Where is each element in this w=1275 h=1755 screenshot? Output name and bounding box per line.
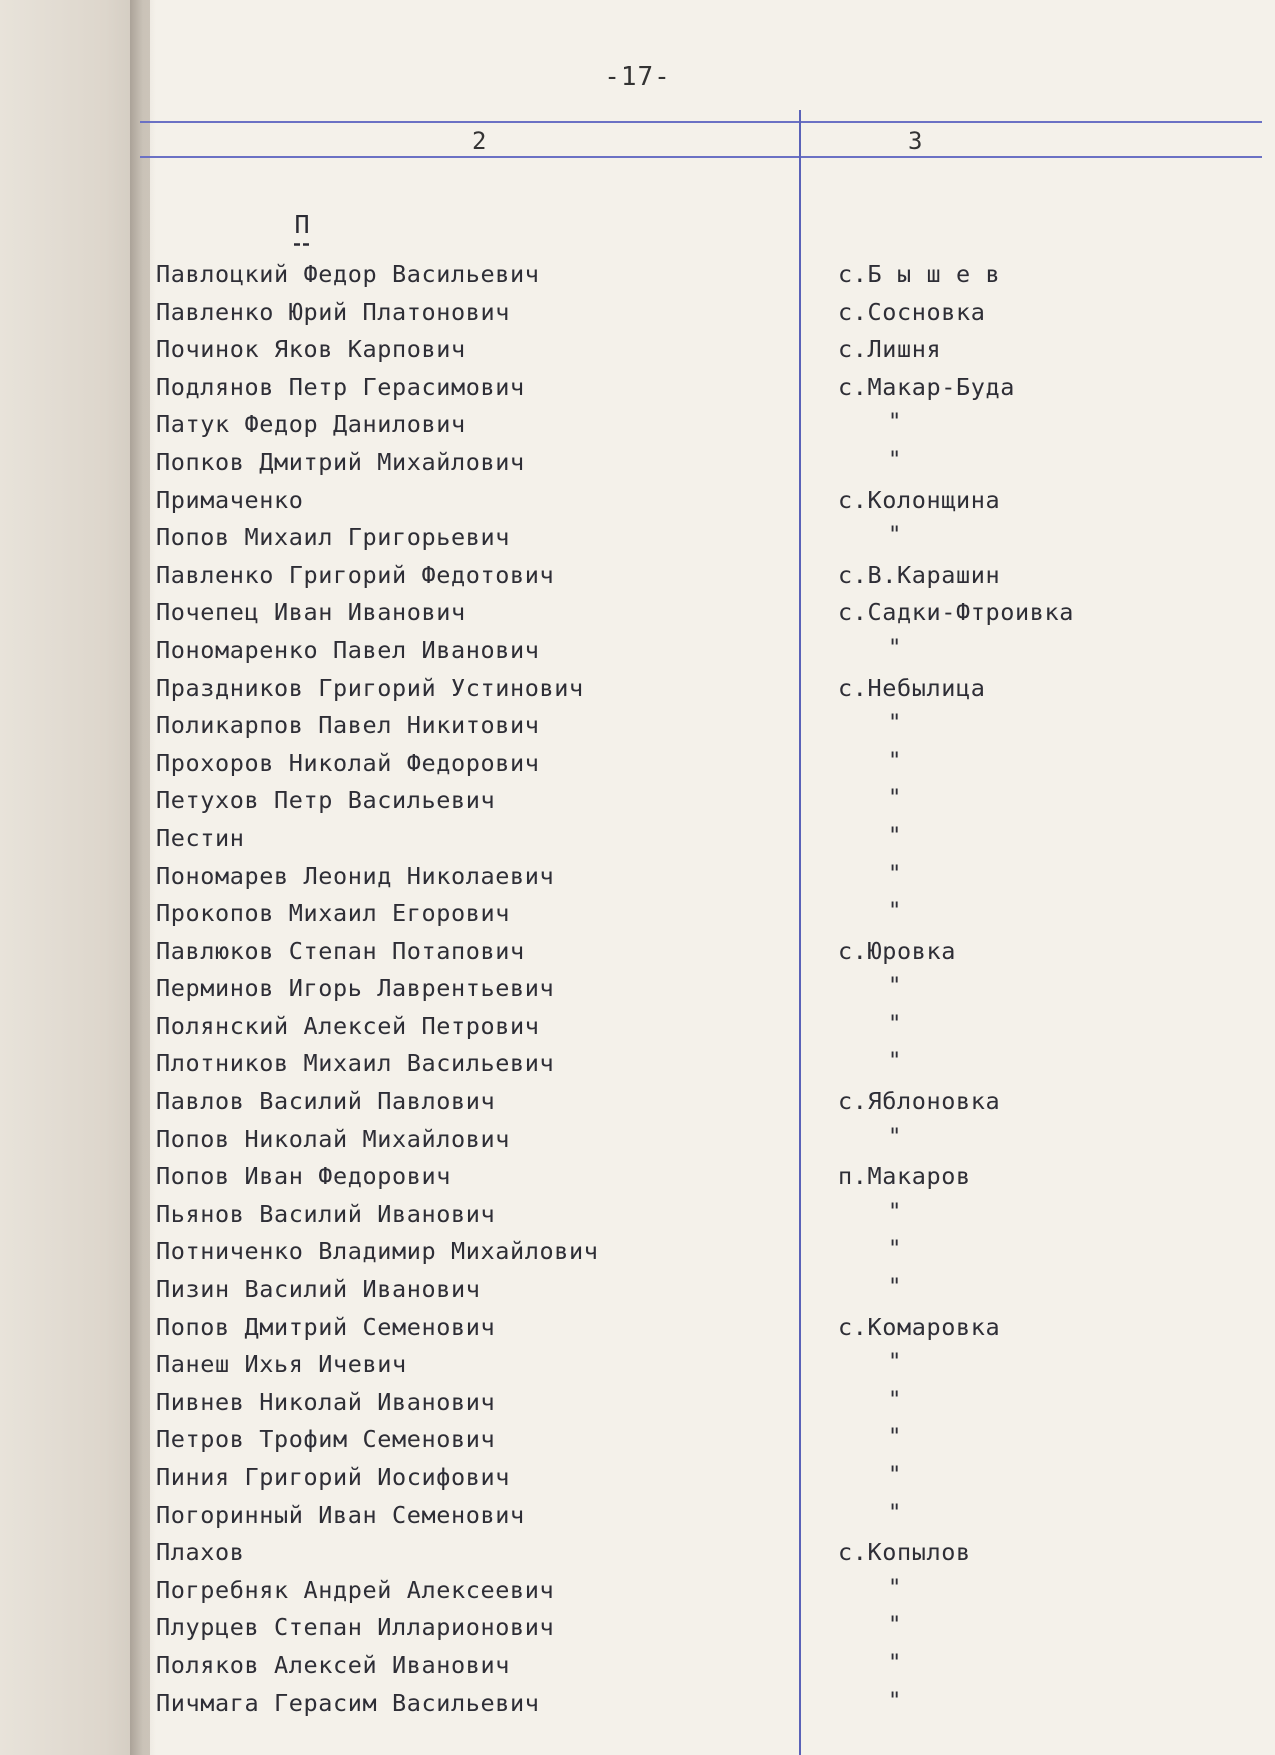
ditto-mark: " [888, 748, 902, 774]
table-row [0, 1237, 1275, 1275]
ditto-mark: " [888, 635, 902, 661]
ditto-mark: " [888, 974, 902, 1000]
person-name: Плурцев Степан Илларионович [156, 1613, 555, 1642]
person-name: Пизин Василий Иванович [156, 1275, 481, 1304]
person-name: Панеш Ихья Ичевич [156, 1350, 407, 1379]
table-row [0, 711, 1275, 749]
locality: с.Колонщина [838, 485, 1001, 514]
ditto-mark: " [888, 786, 902, 812]
locality: с.Садки-Фтроивка [838, 598, 1074, 627]
locality: с.Б ы ш е в [838, 260, 1001, 288]
ditto-mark: " [888, 1688, 902, 1714]
table-row [0, 937, 1275, 975]
table-row [0, 523, 1275, 561]
table-row [0, 1049, 1275, 1087]
locality: с.Комаровка [838, 1312, 1001, 1341]
locality: с.Копылов [838, 1538, 971, 1567]
ditto-mark: " [888, 1237, 902, 1263]
ditto-mark: " [888, 1613, 902, 1639]
table-row [0, 1200, 1275, 1238]
person-name: Патук Федор Данилович [156, 410, 466, 439]
locality: с.Юровка [838, 936, 956, 965]
ditto-mark: " [888, 523, 902, 549]
ditto-mark: " [888, 861, 902, 887]
person-name: Пестин [156, 823, 245, 852]
table-top-rule [140, 121, 1262, 123]
table-row [0, 298, 1275, 336]
person-name: Пономаренко Павел Иванович [156, 635, 540, 664]
locality: п.Макаров [838, 1162, 971, 1191]
column-header-2: 2 [472, 127, 487, 155]
table-row [0, 598, 1275, 636]
ditto-mark: " [888, 823, 902, 849]
person-name: Пьянов Василий Иванович [156, 1199, 496, 1228]
person-name: Починок Яков Карпович [156, 335, 466, 364]
table-row [0, 1425, 1275, 1463]
person-name: Потниченко Владимир Михайлович [156, 1237, 599, 1266]
table-row [0, 1613, 1275, 1651]
table-row [0, 749, 1275, 787]
locality: с.Лишня [838, 335, 942, 364]
table-row [0, 561, 1275, 599]
table-row [0, 260, 1275, 298]
table-row [0, 1087, 1275, 1125]
person-name: Попков Дмитрий Михайлович [156, 447, 525, 476]
table-row [0, 1125, 1275, 1163]
person-name: Пономарев Леонид Николаевич [156, 861, 555, 890]
table-row [0, 674, 1275, 712]
table-row [0, 636, 1275, 674]
person-name: Полянский Алексей Петрович [156, 1011, 540, 1040]
table-header-rule [140, 156, 1262, 158]
ditto-mark: " [888, 1500, 902, 1526]
table-row [0, 1538, 1275, 1576]
person-name: Примаченко [156, 485, 304, 514]
table-row [0, 1275, 1275, 1313]
locality: с.В.Карашин [838, 560, 1001, 589]
person-name: Павленко Юрий Платонович [156, 297, 510, 326]
locality: с.Яблоновка [838, 1087, 1001, 1116]
locality: с.Небылица [838, 673, 986, 702]
table-row [0, 1162, 1275, 1200]
table-body [0, 260, 1275, 1726]
column-header-3: 3 [908, 127, 923, 155]
ditto-mark: " [888, 1049, 902, 1075]
ditto-mark: " [888, 1350, 902, 1376]
person-name: Пивнев Николай Иванович [156, 1387, 496, 1416]
table-row [0, 1501, 1275, 1539]
table-row [0, 899, 1275, 937]
table-row [0, 1463, 1275, 1501]
person-name: Петухов Петр Васильевич [156, 786, 496, 815]
table-row [0, 410, 1275, 448]
table-row [0, 1388, 1275, 1426]
person-name: Прохоров Николай Федорович [156, 748, 540, 777]
table-row [0, 1012, 1275, 1050]
table-row [0, 786, 1275, 824]
person-name: Павлоцкий Федор Васильевич [156, 260, 540, 288]
locality: с.Макар-Буда [838, 372, 1015, 401]
ditto-mark: " [888, 410, 902, 436]
person-name: Плахов [156, 1538, 245, 1567]
table-row [0, 448, 1275, 486]
person-name: Попов Михаил Григорьевич [156, 523, 510, 552]
table-row [0, 974, 1275, 1012]
ditto-mark: " [888, 711, 902, 737]
ditto-mark: " [888, 1463, 902, 1488]
person-name: Павленко Григорий Федотович [156, 560, 555, 589]
ditto-mark: " [888, 1011, 902, 1037]
person-name: Пиния Григорий Иосифович [156, 1463, 510, 1491]
person-name: Павлюков Степан Потапович [156, 936, 525, 965]
person-name: Поликарпов Павел Никитович [156, 711, 540, 740]
table-row [0, 1651, 1275, 1689]
ditto-mark: " [888, 1425, 902, 1451]
ditto-mark: " [888, 1199, 902, 1225]
section-letter: П [294, 210, 310, 239]
table-row [0, 335, 1275, 373]
table-row [0, 1313, 1275, 1351]
person-name: Павлов Василий Павлович [156, 1087, 496, 1116]
person-name: Попов Николай Михайлович [156, 1124, 510, 1153]
person-name: Подлянов Петр Герасимович [156, 372, 525, 401]
person-name: Почепец Иван Иванович [156, 598, 466, 627]
page-number: -17- [604, 62, 671, 92]
ditto-mark: " [888, 1575, 902, 1601]
person-name: Поляков Алексей Иванович [156, 1650, 510, 1679]
locality: с.Сосновка [838, 297, 986, 326]
person-name: Плотников Михаил Васильевич [156, 1049, 555, 1078]
table-row [0, 1350, 1275, 1388]
person-name: Погребняк Андрей Алексеевич [156, 1575, 555, 1604]
table-row [0, 862, 1275, 900]
table-row [0, 824, 1275, 862]
person-name: Попов Иван Федорович [156, 1162, 451, 1191]
ditto-mark: " [888, 447, 902, 473]
person-name: Праздников Григорий Устинович [156, 673, 584, 702]
ditto-mark: " [888, 1275, 902, 1301]
person-name: Погоринный Иван Семенович [156, 1500, 525, 1529]
person-name: Прокопов Михаил Егорович [156, 899, 510, 928]
table-row [0, 1689, 1275, 1727]
person-name: Петров Трофим Семенович [156, 1425, 496, 1454]
ditto-mark: " [888, 899, 902, 925]
ditto-mark: " [888, 1387, 902, 1413]
table-row [0, 1576, 1275, 1614]
person-name: Перминов Игорь Лаврентьевич [156, 974, 555, 1003]
ditto-mark: " [888, 1650, 902, 1676]
table-row [0, 486, 1275, 524]
table-row [0, 373, 1275, 411]
person-name: Пичмага Герасим Васильевич [156, 1688, 540, 1717]
person-name: Попов Дмитрий Семенович [156, 1312, 496, 1341]
ditto-mark: " [888, 1124, 902, 1150]
